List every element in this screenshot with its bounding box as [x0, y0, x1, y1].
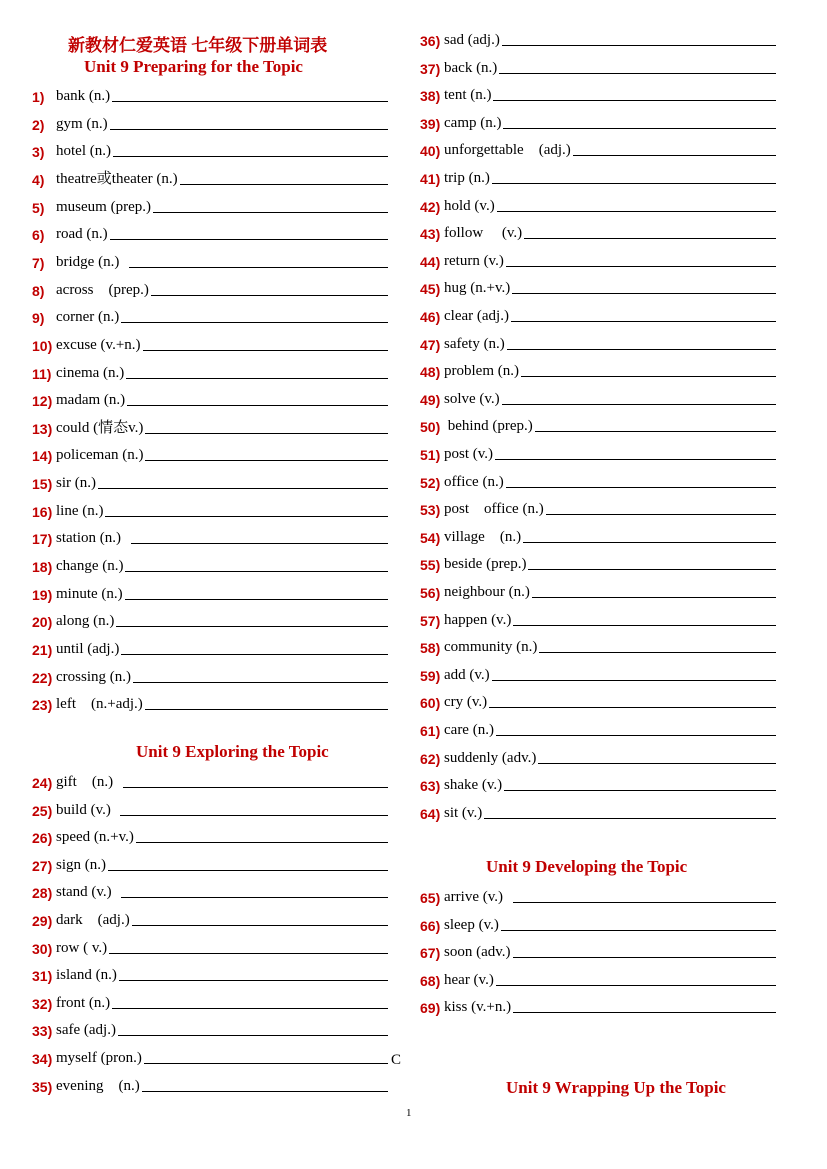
vocab-row: [32, 553, 388, 575]
vocab-word: front (n.): [56, 994, 111, 1011]
answer-blank-line[interactable]: [492, 680, 776, 681]
answer-blank-line[interactable]: [532, 597, 776, 598]
item-number: 61): [420, 723, 441, 739]
item-number: 31): [32, 968, 53, 985]
answer-blank-line[interactable]: [512, 293, 776, 294]
answer-blank-line[interactable]: [131, 543, 389, 544]
section-heading-exploring: Unit 9 Exploring the Topic: [136, 742, 329, 761]
answer-blank-line[interactable]: [151, 295, 388, 296]
vocab-word: crossing (n.): [56, 668, 131, 685]
item-number: 19): [32, 586, 53, 603]
item-number: 63): [420, 778, 441, 795]
answer-blank-line[interactable]: [523, 542, 776, 543]
item-number: 66): [420, 917, 441, 934]
item-number: 28): [32, 885, 53, 902]
answer-blank-line[interactable]: [573, 155, 776, 156]
answer-blank-line[interactable]: [535, 431, 776, 432]
item-number: 55): [420, 557, 441, 574]
vocab-word: post office (n.): [444, 501, 544, 518]
item-number: 1): [32, 89, 45, 105]
answer-blank-line[interactable]: [497, 211, 776, 212]
vocab-row: [420, 303, 776, 325]
vocab-word: madam (n.): [56, 392, 126, 409]
vocab-row: [32, 332, 388, 354]
answer-blank-line[interactable]: [108, 870, 388, 871]
answer-blank-line[interactable]: [121, 897, 388, 898]
vocab-word: dark (adj.): [56, 912, 130, 928]
answer-blank-line[interactable]: [513, 902, 777, 903]
vocab-row: [32, 907, 388, 929]
item-number: 57): [420, 612, 441, 629]
item-number: 7): [32, 254, 45, 271]
answer-blank-line[interactable]: [528, 569, 776, 570]
vocab-word: arrive (v.): [444, 889, 511, 905]
vocab-word: speed (n.+v.): [56, 829, 134, 846]
answer-blank-line[interactable]: [513, 1012, 776, 1013]
vocab-row: [32, 852, 388, 874]
vocab-word: gym (n.): [56, 115, 108, 132]
vocab-row: [420, 800, 776, 822]
vocab-word: problem (n.): [444, 363, 519, 380]
vocab-row: [420, 717, 776, 739]
item-number: 5): [32, 199, 45, 216]
answer-blank-line[interactable]: [113, 156, 388, 157]
item-number: 10): [32, 337, 53, 354]
vocab-word: could (情态v.): [56, 419, 144, 436]
vocab-row: [32, 83, 388, 105]
answer-blank-line[interactable]: [142, 1091, 388, 1092]
vocab-word: beside (prep.): [444, 556, 527, 573]
item-number: 16): [32, 503, 53, 520]
vocab-row: [32, 470, 388, 492]
vocab-word: build (v.): [56, 801, 119, 818]
answer-blank-line[interactable]: [145, 460, 388, 461]
vocab-row: [420, 607, 776, 629]
item-number: 27): [32, 857, 53, 874]
answer-blank-line[interactable]: [502, 45, 776, 46]
answer-blank-line[interactable]: [524, 238, 776, 239]
answer-blank-line[interactable]: [116, 626, 388, 627]
item-number: 3): [32, 144, 45, 161]
item-number: 22): [32, 669, 53, 686]
item-number: 33): [32, 1023, 53, 1040]
vocab-word: sleep (v.): [444, 916, 499, 933]
answer-blank-line[interactable]: [143, 350, 388, 351]
item-number: 51): [420, 447, 441, 463]
answer-blank-line[interactable]: [132, 925, 388, 926]
item-number: 6): [32, 227, 45, 244]
item-number: 49): [420, 391, 441, 408]
vocab-word: trip (n.): [444, 170, 490, 186]
answer-blank-line[interactable]: [504, 790, 776, 791]
vocab-row: [32, 194, 388, 216]
answer-blank-line[interactable]: [503, 128, 776, 129]
answer-blank-line[interactable]: [513, 957, 776, 958]
item-number: 11): [32, 365, 52, 382]
vocab-word: cinema (n.): [56, 364, 125, 381]
item-number: 41): [420, 171, 441, 187]
vocab-row: [32, 304, 388, 326]
item-number: 20): [32, 614, 53, 631]
vocab-word: sit (v.): [444, 804, 483, 821]
answer-blank-line[interactable]: [538, 763, 776, 764]
item-number: 65): [420, 890, 441, 906]
answer-blank-line[interactable]: [120, 815, 388, 816]
vocab-word: village (n.): [444, 528, 522, 545]
vocab-word: row ( v.): [56, 939, 108, 956]
answer-blank-line[interactable]: [489, 707, 776, 708]
answer-blank-line[interactable]: [136, 842, 388, 843]
vocab-word: station (n.): [56, 530, 129, 547]
item-number: 58): [420, 640, 441, 657]
vocab-word: evening (n.): [56, 1077, 140, 1094]
answer-blank-line[interactable]: [109, 953, 388, 954]
vocab-word: unforgettable (adj.): [444, 142, 571, 159]
vocab-word: line (n.): [56, 502, 104, 519]
item-number: 32): [32, 995, 53, 1012]
answer-blank-line[interactable]: [484, 818, 776, 819]
item-number: 14): [32, 448, 53, 465]
item-number: 26): [32, 830, 53, 847]
vocab-word: myself (pron.): [56, 1050, 142, 1066]
vocab-word: safe (adj.): [56, 1022, 116, 1039]
item-number: 43): [420, 226, 441, 243]
item-number: 64): [420, 805, 441, 822]
vocab-word: change (n.): [56, 558, 124, 575]
vocab-row: [420, 745, 776, 767]
vocab-row: [420, 248, 776, 270]
answer-blank-line[interactable]: [126, 378, 388, 379]
vocab-row: [420, 551, 776, 573]
vocab-row: [420, 82, 776, 104]
vocab-word: policeman (n.): [56, 447, 144, 464]
vocab-word: minute (n.): [56, 585, 123, 602]
answer-blank-line[interactable]: [121, 322, 388, 323]
answer-blank-line[interactable]: [145, 433, 388, 434]
vocab-word: left (n.+adj.): [56, 696, 143, 713]
answer-blank-line[interactable]: [506, 266, 776, 267]
vocab-row: [32, 415, 388, 437]
vocab-row: [32, 962, 388, 984]
vocab-row: [420, 689, 776, 711]
item-number: 46): [420, 309, 441, 325]
answer-blank-line[interactable]: [125, 599, 388, 600]
item-number: 37): [420, 60, 441, 77]
answer-blank-line[interactable]: [133, 682, 388, 683]
vocab-word: care (n.): [444, 722, 494, 738]
item-number: 12): [32, 393, 53, 410]
vocab-row: [32, 1017, 388, 1039]
item-number: 50): [420, 419, 441, 436]
item-number: 15): [32, 476, 53, 493]
vocab-word: camp (n.): [444, 114, 502, 131]
answer-blank-line[interactable]: [496, 985, 776, 986]
vocab-row: [420, 27, 776, 49]
answer-blank-line[interactable]: [129, 267, 388, 268]
vocab-row: [420, 912, 776, 934]
vocab-row: [32, 442, 388, 464]
item-number: 68): [420, 972, 441, 989]
vocab-word: behind (prep.): [444, 418, 533, 435]
item-number: 25): [32, 802, 53, 819]
item-number: 38): [420, 88, 441, 105]
answer-blank-line[interactable]: [501, 930, 776, 931]
vocab-row: [32, 608, 388, 630]
vocab-row: [420, 496, 776, 518]
answer-blank-line[interactable]: [496, 735, 776, 736]
vocab-row: [420, 275, 776, 297]
vocab-word: excuse (v.+n.): [56, 336, 141, 353]
vocab-word: solve (v.): [444, 390, 500, 407]
vocab-row: [420, 967, 776, 989]
item-number: 62): [420, 750, 441, 767]
vocab-word: hear (v.): [444, 971, 494, 988]
vocab-row: [420, 331, 776, 353]
vocab-word: tent (n.): [444, 87, 492, 104]
vocab-row: [32, 691, 388, 713]
section-heading-developing: Unit 9 Developing the Topic: [486, 857, 688, 876]
answer-blank-line[interactable]: [118, 1035, 388, 1036]
item-number: 4): [32, 171, 45, 188]
vocab-word: sad (adj.): [444, 32, 500, 48]
vocab-row: [32, 138, 388, 160]
answer-blank-line[interactable]: [105, 516, 388, 517]
item-number: 35): [32, 1078, 53, 1095]
vocab-row: [420, 884, 776, 906]
vocab-word: cry (v.): [444, 694, 488, 711]
vocab-row: [420, 662, 776, 684]
vocab-row: [32, 797, 388, 819]
answer-blank-line[interactable]: [145, 709, 388, 710]
answer-blank-line[interactable]: [144, 1063, 388, 1064]
item-number: 2): [32, 116, 45, 133]
page-title: 新教材仁爱英语 七年级下册单词表: [68, 36, 328, 55]
item-number: 24): [32, 775, 53, 791]
vocab-row: [420, 579, 776, 601]
answer-blank-line[interactable]: [112, 101, 388, 102]
vocab-word: along (n.): [56, 613, 115, 630]
vocab-word: back (n.): [444, 59, 498, 76]
item-number: 18): [32, 559, 53, 576]
vocab-word: clear (adj.): [444, 308, 509, 324]
answer-blank-line[interactable]: [506, 487, 776, 488]
vocab-row: [32, 824, 388, 846]
vocab-row: [32, 498, 388, 520]
vocab-row: [420, 413, 776, 435]
answer-blank-line[interactable]: [110, 239, 388, 240]
vocab-word: until (adj.): [56, 641, 120, 657]
answer-blank-line[interactable]: [110, 129, 388, 130]
vocab-row: [32, 221, 388, 243]
vocab-row: [32, 166, 388, 188]
item-number: 9): [32, 310, 45, 327]
vocab-row: [32, 879, 388, 901]
answer-blank-line[interactable]: [153, 212, 388, 213]
vocab-word: suddenly (adv.): [444, 749, 537, 766]
vocab-word: post (v.): [444, 446, 494, 462]
vocab-word: sir (n.): [56, 475, 96, 492]
vocab-word: hold (v.): [444, 197, 495, 214]
answer-blank-line[interactable]: [511, 321, 776, 322]
vocab-row: [420, 193, 776, 215]
vocab-row: [32, 1073, 388, 1095]
vocab-word: soon (adv.): [444, 944, 511, 961]
answer-blank-line[interactable]: [495, 459, 776, 460]
vocab-word: stand (v.): [56, 884, 120, 901]
vocab-row: [32, 249, 388, 271]
vocab-row: [32, 581, 388, 603]
item-number: 42): [420, 198, 441, 215]
vocab-word: follow (v.): [444, 225, 523, 242]
item-number: 45): [420, 281, 441, 298]
answer-blank-line[interactable]: [539, 652, 776, 653]
page-number: 1: [406, 1107, 412, 1119]
vocab-word: return (v.): [444, 252, 504, 269]
answer-blank-line[interactable]: [507, 349, 776, 350]
vocab-row: [420, 137, 776, 159]
item-number: 44): [420, 253, 441, 270]
item-number: 48): [420, 364, 441, 381]
answer-blank-line[interactable]: [121, 654, 388, 655]
vocab-word: road (n.): [56, 226, 108, 243]
answer-blank-line[interactable]: [125, 571, 388, 572]
vocab-row: [420, 55, 776, 77]
item-number: 52): [420, 474, 441, 491]
vocab-word: neighbour (n.): [444, 584, 530, 600]
vocab-row: [32, 636, 388, 658]
vocab-row: [420, 469, 776, 491]
answer-blank-line[interactable]: [123, 787, 388, 788]
vocab-row: [420, 634, 776, 656]
item-number: 54): [420, 529, 441, 546]
vocab-row: [32, 277, 388, 299]
answer-blank-line[interactable]: [492, 183, 776, 184]
vocab-row: [32, 525, 388, 547]
item-number: 36): [420, 33, 441, 49]
vocab-row: [420, 994, 776, 1016]
item-number: 69): [420, 1000, 441, 1017]
vocab-word: add (v.): [444, 666, 490, 683]
vocab-word: bridge (n.): [56, 253, 127, 270]
item-number: 23): [32, 697, 53, 714]
item-number: 67): [420, 945, 441, 962]
vocab-word: office (n.): [444, 473, 504, 490]
vocab-word: corner (n.): [56, 309, 120, 326]
section-heading-wrapping: Unit 9 Wrapping Up the Topic: [506, 1078, 726, 1097]
vocab-row: [32, 769, 388, 791]
answer-blank-line[interactable]: [493, 100, 776, 101]
vocab-word: island (n.): [56, 967, 117, 984]
stray-mark: C: [391, 1052, 402, 1068]
item-number: 40): [420, 143, 441, 160]
vocab-row: [420, 165, 776, 187]
item-number: 56): [420, 585, 441, 601]
vocab-row: [420, 772, 776, 794]
section-heading-preparing: Unit 9 Preparing for the Topic: [84, 57, 303, 76]
vocab-word: gift (n.): [56, 774, 121, 790]
answer-blank-line[interactable]: [521, 376, 776, 377]
vocab-row: [32, 990, 388, 1012]
item-number: 47): [420, 336, 441, 353]
answer-blank-line[interactable]: [127, 405, 388, 406]
vocab-row: [420, 110, 776, 132]
vocab-word: safety (n.): [444, 335, 505, 352]
answer-blank-line[interactable]: [513, 625, 776, 626]
item-number: 17): [32, 531, 53, 548]
vocab-word: theatre或theater (n.): [56, 170, 178, 187]
item-number: 13): [32, 420, 53, 437]
vocab-word: across (prep.): [56, 281, 149, 298]
vocab-row: [32, 387, 388, 409]
vocab-row: [420, 386, 776, 408]
item-number: 60): [420, 695, 441, 712]
answer-blank-line[interactable]: [502, 404, 776, 405]
vocab-row: [420, 220, 776, 242]
answer-blank-line[interactable]: [499, 73, 776, 74]
vocab-word: shake (v.): [444, 777, 503, 794]
item-number: 34): [32, 1051, 53, 1067]
vocab-row: [420, 524, 776, 546]
vocab-row: [420, 358, 776, 380]
item-number: 53): [420, 502, 441, 519]
vocab-word: kiss (v.+n.): [444, 999, 512, 1016]
item-number: 39): [420, 115, 441, 132]
vocab-word: bank (n.): [56, 88, 111, 104]
vocab-row: [420, 441, 776, 463]
answer-blank-line[interactable]: [180, 184, 388, 185]
vocab-row: [32, 664, 388, 686]
vocab-word: sign (n.): [56, 856, 106, 873]
item-number: 59): [420, 667, 441, 684]
vocab-word: hotel (n.): [56, 143, 111, 160]
answer-blank-line[interactable]: [546, 514, 776, 515]
item-number: 8): [32, 282, 45, 299]
item-number: 21): [32, 642, 53, 658]
answer-blank-line[interactable]: [119, 980, 388, 981]
answer-blank-line[interactable]: [112, 1008, 388, 1009]
vocab-row: [32, 111, 388, 133]
vocab-word: museum (prep.): [56, 198, 151, 215]
answer-blank-line[interactable]: [98, 488, 388, 489]
vocab-row: [32, 360, 388, 382]
vocab-row: [32, 1045, 388, 1067]
vocab-word: community (n.): [444, 639, 538, 656]
vocab-word: hug (n.+v.): [444, 280, 511, 297]
vocab-row: [32, 935, 388, 957]
item-number: 30): [32, 940, 53, 957]
item-number: 29): [32, 913, 53, 929]
vocab-word: happen (v.): [444, 611, 512, 628]
vocab-row: [420, 939, 776, 961]
